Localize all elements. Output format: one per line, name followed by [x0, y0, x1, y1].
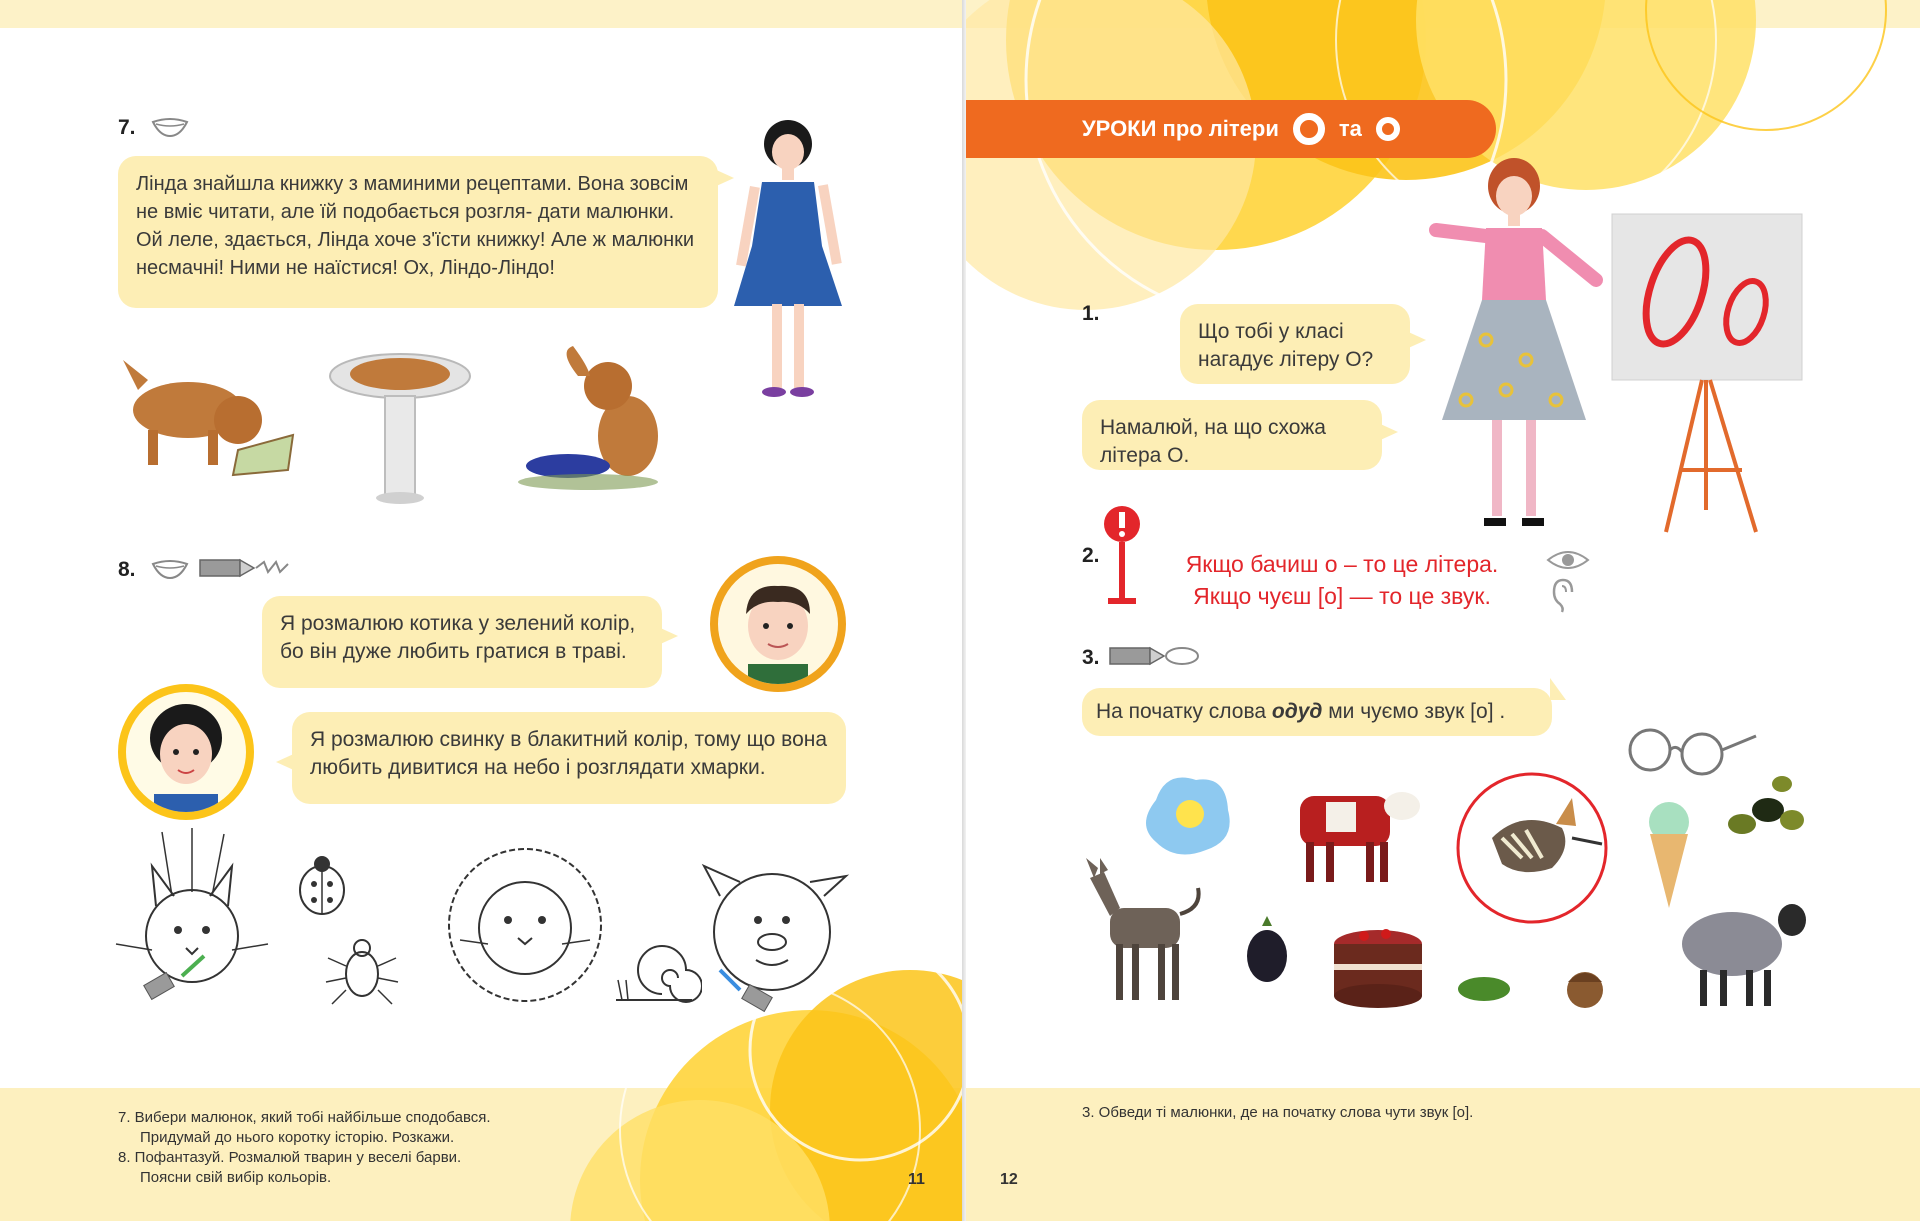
small-o-letter-icon	[1376, 117, 1400, 141]
page-number-12: 12	[1000, 1171, 1018, 1188]
cake-picture	[1328, 920, 1428, 1010]
beetle-line-drawing	[322, 930, 402, 1010]
rule-letter-text: Якщо бачиш о – то це літера.	[1185, 551, 1499, 577]
ladybug-line-drawing	[282, 850, 362, 920]
cucumber-picture	[1454, 972, 1514, 1006]
dog-with-bowl-illustration	[518, 346, 688, 496]
task-2-number: 2.	[1082, 544, 1100, 567]
footer-line-2: Придумай до нього коротку історію. Розкажи.	[140, 1129, 455, 1146]
rule-sound-text: Якщо чуєш [о] — то це звук.	[1193, 583, 1491, 609]
boy-speech-text: Я розмалюю котика у зелений колір, бо він дуже любить гратися в траві.	[280, 612, 636, 663]
pencil-circle-icon	[1108, 644, 1200, 668]
right-page	[966, 0, 1920, 1221]
footer-line-3: 8. Пофантазуй. Розмалюй тварин у веселі барви.	[118, 1149, 462, 1166]
ear-icon	[1550, 578, 1580, 614]
task-1-number: 1.	[1082, 302, 1100, 325]
pig-line-drawing	[700, 856, 850, 1016]
olives-picture	[1722, 764, 1812, 854]
task-8-number: 8.	[118, 558, 136, 581]
mouth-speak-icon	[150, 116, 190, 138]
footer-line-4: Поясни свій вибір кольорів.	[140, 1169, 332, 1186]
task-3-prefix: На початку слова	[1096, 700, 1272, 723]
blackberry-picture	[1242, 916, 1292, 986]
top-band	[0, 0, 962, 28]
task-7-story-text: Лінда знайшла книжку з маминими рецептами. Вона зовсім не вміє читати, але їй подобається розгля- дати малюнки. Ой леле, здається, Лінда хоче з'їсти книжку! Але ж малюнки несмачні! Ними не наїстися! Ох, Ліндо-Ліндо!	[136, 173, 695, 279]
donkey-picture	[1080, 858, 1210, 1008]
teacher-illustration	[1426, 150, 1606, 532]
banner-title: УРОКИ про літери	[1082, 116, 1279, 141]
question-bubble	[1180, 304, 1410, 384]
task-3-word: одуд	[1271, 700, 1323, 723]
girl-speech-text: Я розмалюю свинку в блакитний колір, тому що вона любить дивитися на небо і розглядати хмарки.	[310, 728, 828, 779]
lesson-banner	[966, 100, 1496, 158]
hazelnut-picture	[1560, 962, 1610, 1012]
footer-line-1: 3. Обведи ті малюнки, де на початку слова чути звук [о].	[1082, 1104, 1474, 1121]
task-3-suffix: ми чуємо звук [о] .	[1322, 700, 1506, 723]
girl-avatar	[118, 684, 254, 820]
task-7-story-bubble	[118, 156, 718, 308]
boy-speech-bubble	[262, 596, 662, 688]
attention-sign-icon	[1100, 504, 1144, 608]
pencil-color-icon	[198, 556, 290, 580]
mouth-speak-icon	[150, 558, 190, 580]
task-3-bubble	[1082, 688, 1552, 736]
page-number-11: 11	[908, 1171, 925, 1188]
banner-and: та	[1338, 116, 1362, 141]
sheep-picture	[1666, 890, 1816, 1010]
girl-linda-illustration	[722, 116, 852, 406]
cow-picture	[1286, 776, 1426, 886]
boy-avatar	[710, 556, 846, 692]
snail-line-drawing	[612, 930, 702, 1010]
dog-in-sink-illustration	[320, 336, 480, 506]
girl-speech-bubble	[292, 712, 846, 804]
lion-line-drawing	[440, 840, 610, 1010]
draw-text: Намалюй, на що схожа літера О.	[1100, 416, 1326, 467]
task-3-number: 3.	[1082, 646, 1100, 669]
sky-sun-picture	[1136, 770, 1236, 860]
eye-icon	[1546, 548, 1590, 572]
capital-o-letter-icon	[1293, 113, 1325, 145]
easel-with-letters	[1606, 210, 1806, 540]
task-7-number: 7.	[118, 116, 136, 139]
cat-line-drawing	[112, 826, 272, 1006]
question-text: Що тобі у класі нагадує літеру О?	[1198, 320, 1374, 371]
dog-with-book-illustration	[118, 350, 298, 480]
hoopoe-circled-picture	[1452, 768, 1612, 928]
draw-bubble	[1082, 400, 1382, 470]
footer-line-1: 7. Вибери малюнок, який тобі найбільше сподобався.	[118, 1109, 491, 1126]
